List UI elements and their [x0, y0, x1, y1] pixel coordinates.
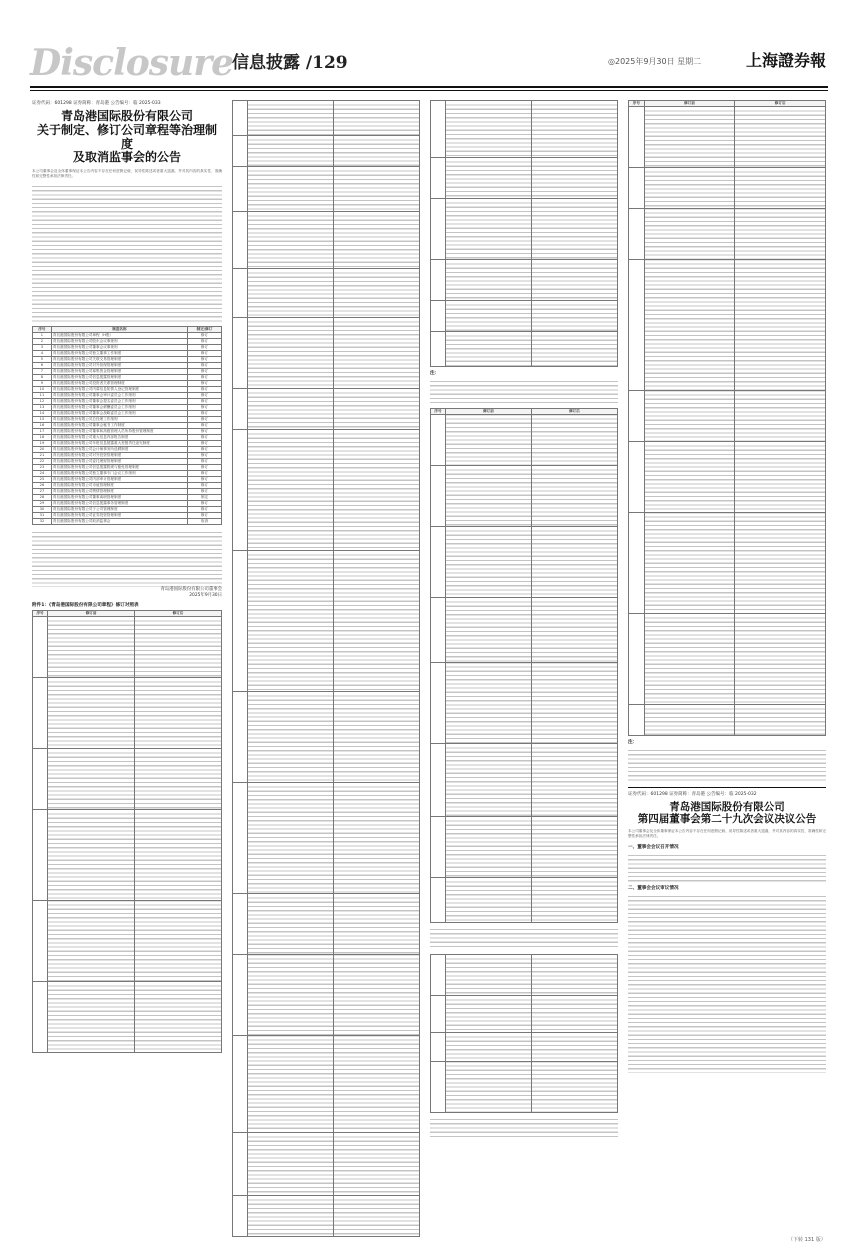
row-number: 17 [33, 429, 52, 435]
regulation-name: 青岛港国际股份有限公司董事会秘书工作制度 [51, 423, 187, 429]
regulation-name: 青岛港国际股份有限公司内部审计管理制度 [51, 477, 187, 483]
regulation-name: 青岛港国际股份有限公司委托理财管理制度 [51, 459, 187, 465]
regulation-name: 青岛港国际股份有限公司子公司管理制度 [51, 507, 187, 513]
table-row [233, 101, 420, 136]
comparison-table-continued [430, 100, 618, 367]
table-row [233, 136, 420, 167]
change-type: 修订 [187, 423, 221, 429]
comparison-table-continued [232, 100, 420, 1237]
row-number: 11 [33, 393, 52, 399]
regulation-name: 青岛港国际股份有限公司总经理工作细则 [51, 417, 187, 423]
change-type: 修订 [187, 483, 221, 489]
change-type: 修订 [187, 399, 221, 405]
row-number: 22 [33, 459, 52, 465]
table-note: 注： [430, 371, 440, 376]
table-row [33, 617, 222, 678]
change-type: 修订 [187, 429, 221, 435]
change-type: 修订 [187, 393, 221, 399]
table-header: 修订前 [445, 409, 531, 415]
table-row [431, 1062, 618, 1113]
change-type: 修订 [187, 489, 221, 495]
table-header: 序号 [33, 327, 52, 333]
regulation-name: 青岛港国际股份有限公司董事会薪酬委员会工作细则 [51, 405, 187, 411]
row-number: 27 [33, 489, 52, 495]
regulation-name: 青岛港国际股份有限公司募集资金管理制度 [51, 369, 187, 375]
title-line: 关于制定、修订公司章程等治理制度 [36, 122, 217, 151]
masthead-brand: Disclosure [30, 42, 234, 84]
table-header: 制定/修订 [187, 327, 221, 333]
regulation-name: 青岛港国际股份有限公司年报信息披露重大差错责任追究制度 [51, 441, 187, 447]
title-line: 青岛港国际股份有限公司 [60, 109, 193, 123]
table-row [431, 817, 618, 878]
row-number: 30 [33, 507, 52, 513]
table-row [431, 101, 618, 158]
table-row [233, 1036, 420, 1133]
body-text-block [628, 852, 826, 882]
body-text-block [628, 893, 826, 1073]
table-row [431, 955, 618, 996]
table-row [233, 389, 420, 430]
regulation-table [32, 326, 222, 525]
note-text [430, 378, 618, 404]
change-type: 修订 [187, 381, 221, 387]
regulation-name: 青岛港国际股份有限公司董事离职管理制度 [51, 495, 187, 501]
table-row [233, 167, 420, 212]
signature: 青岛港国际股份有限公司董事会 [160, 587, 222, 593]
table-row [233, 1133, 420, 1196]
row-number: 24 [33, 471, 52, 477]
table-row [431, 301, 618, 332]
row-number: 16 [33, 423, 52, 429]
table-header: 序号 [431, 409, 446, 415]
table-header: 修订前 [644, 101, 735, 107]
table-row [233, 894, 420, 955]
regulation-name: 青岛港国际股份有限公司证券投资管理制度 [51, 513, 187, 519]
newspaper-logo: 上海證券報 [746, 51, 827, 70]
column-3 [430, 100, 618, 1224]
change-type: 制定 [187, 495, 221, 501]
table-row [233, 430, 420, 551]
table-header: 修订后 [735, 101, 826, 107]
title-line: 青岛港国际股份有限公司 [669, 801, 785, 813]
table-row [629, 168, 826, 209]
table-row [33, 678, 222, 749]
row-number: 4 [33, 351, 52, 357]
comparison-table-3 [430, 954, 618, 1113]
annex-title: 附件1：《青岛港国际股份有限公司章程》修订对照表 [32, 603, 139, 609]
article-title [628, 801, 826, 825]
header-rule-thin [30, 90, 828, 91]
regulation-name: 青岛港国际股份有限公司信息披露暂缓与豁免管理制度 [51, 465, 187, 471]
table-row [629, 209, 826, 260]
article-divider [628, 787, 826, 788]
regulation-name: 青岛港国际股份有限公司董事会提名委员会工作细则 [51, 399, 187, 405]
row-number: 10 [33, 387, 52, 393]
row-number: 13 [33, 405, 52, 411]
row-number: 19 [33, 441, 52, 447]
table-row [431, 158, 618, 199]
body-text-block [32, 529, 222, 587]
regulation-name: 青岛港国际股份有限公司章程（H股） [51, 333, 187, 339]
regulation-name: 青岛港国际股份有限公司舆情管理制度 [51, 489, 187, 495]
table-header: 序号 [629, 101, 645, 107]
change-type: 修订 [187, 411, 221, 417]
regulation-name: 青岛港国际股份有限公司董事和高级管理人员所持股份管理制度 [51, 429, 187, 435]
regulation-name: 青岛港国际股份有限公司投资者关系管理制度 [51, 381, 187, 387]
article-intro: 本公司董事会及全体董事保证本公告内容不存在任何虚假记载、误导性陈述或者重大遗漏，并对其内容的真实性、准确性和完整性承担法律责任。 [32, 169, 222, 179]
table-row [431, 332, 618, 367]
table-row [629, 107, 826, 168]
table-row [431, 598, 618, 663]
table-row [33, 749, 222, 810]
article-meta: 证券代码：601298 证券简称：青岛港 公告编号：临 2025-032 [628, 792, 757, 797]
table-row [33, 519, 222, 525]
column-1 [32, 100, 222, 1224]
row-number: 31 [33, 513, 52, 519]
table-row [33, 810, 222, 901]
table-row [431, 996, 618, 1033]
table-row [33, 901, 222, 982]
table-row [629, 260, 826, 391]
table-header: 制度名称 [51, 327, 187, 333]
row-number: 5 [33, 357, 52, 363]
table-row [431, 466, 618, 527]
row-number: 23 [33, 465, 52, 471]
row-number: 12 [33, 399, 52, 405]
row-number: 15 [33, 417, 52, 423]
change-type: 修订 [187, 507, 221, 513]
regulation-name: 青岛港国际股份有限公司对外投资管理制度 [51, 453, 187, 459]
table-row [431, 878, 618, 923]
regulation-name: 青岛港国际股份有限公司股东会议事规则 [51, 339, 187, 345]
table-row [233, 783, 420, 894]
row-number: 26 [33, 483, 52, 489]
table-row [233, 955, 420, 1036]
row-number: 28 [33, 495, 52, 501]
section-heading: 一、董事会会议召开情况 [628, 845, 679, 851]
table-row [33, 982, 222, 1053]
table-row [629, 614, 826, 705]
table-row [431, 260, 618, 301]
table-row [233, 551, 420, 692]
regulation-name: 青岛港国际股份有限公司关联交易管理制度 [51, 357, 187, 363]
note-text [430, 926, 618, 950]
change-type: 修订 [187, 357, 221, 363]
body-text-block [32, 183, 222, 323]
regulation-name: 青岛港国际股份有限公司重大信息内部报告制度 [51, 435, 187, 441]
change-type: 修订 [187, 459, 221, 465]
regulation-name: 青岛港国际股份有限公司信息披露事务管理制度 [51, 501, 187, 507]
table-row [431, 199, 618, 260]
row-number: 18 [33, 435, 52, 441]
regulation-name: 青岛港国际股份有限公司独立董事专门会议工作细则 [51, 471, 187, 477]
table-header: 序号 [33, 611, 48, 617]
table-row [431, 1033, 618, 1062]
change-type: 修订 [187, 387, 221, 393]
change-type: 修订 [187, 405, 221, 411]
table-header: 修订前 [48, 611, 135, 617]
row-number: 7 [33, 369, 52, 375]
table-row [233, 318, 420, 389]
table-header: 修订后 [531, 409, 617, 415]
change-type: 修订 [187, 375, 221, 381]
table-row [431, 744, 618, 817]
table-header: 修订后 [135, 611, 222, 617]
table-note: 注： [628, 740, 638, 745]
regulation-name: 青岛港国际股份有限公司信息披露管理制度 [51, 375, 187, 381]
table-row [629, 442, 826, 513]
table-row [233, 1196, 420, 1237]
comparison-table-2 [430, 408, 618, 923]
change-type: 修订 [187, 363, 221, 369]
row-number: 1 [33, 333, 52, 339]
row-number: 21 [33, 453, 52, 459]
change-type: 修订 [187, 345, 221, 351]
section-title: 信息披露 /129 [232, 53, 348, 73]
row-number: 2 [33, 339, 52, 345]
table-row [233, 692, 420, 783]
regulation-name: 青岛港国际股份有限公司董事会审计委员会工作细则 [51, 393, 187, 399]
column-4 [628, 100, 826, 1224]
change-type: 取消 [187, 519, 221, 525]
table-row [629, 513, 826, 614]
table-row [431, 415, 618, 466]
row-number: 29 [33, 501, 52, 507]
change-type: 修订 [187, 513, 221, 519]
comparison-table-continued [628, 100, 826, 736]
change-type: 修订 [187, 351, 221, 357]
table-row [629, 705, 826, 736]
title-line: 第四届董事会第二十九次会议决议公告 [637, 813, 817, 826]
regulation-name: 青岛港国际股份有限公司董事会议事规则 [51, 345, 187, 351]
row-number: 8 [33, 375, 52, 381]
change-type: 修订 [187, 465, 221, 471]
row-number: 25 [33, 477, 52, 483]
regulation-name: 青岛港国际股份有限公司内幕信息知情人登记管理制度 [51, 387, 187, 393]
table-row [431, 527, 618, 598]
regulation-name: 青岛港国际股份有限公司独立董事工作制度 [51, 351, 187, 357]
header-rule [30, 86, 828, 88]
row-number: 20 [33, 447, 52, 453]
table-row [233, 269, 420, 318]
article-meta: 证券代码：601298 证券简称：青岛港 公告编号：临 2025-033 [32, 101, 161, 106]
change-type: 修订 [187, 339, 221, 345]
change-type: 修订 [187, 453, 221, 459]
row-number: 9 [33, 381, 52, 387]
change-type: 修订 [187, 477, 221, 483]
regulation-name: 青岛港国际股份有限公司对外担保管理制度 [51, 363, 187, 369]
row-number: 6 [33, 363, 52, 369]
regulation-name: 青岛港国际股份有限公司取消监事会 [51, 519, 187, 525]
comparison-table [32, 610, 222, 1053]
change-type: 修订 [187, 369, 221, 375]
issue-date: ◎2025年9月30日 星期二 [608, 57, 702, 66]
table-row [233, 212, 420, 269]
column-2 [232, 100, 420, 1224]
continued-notice: （下转 131 版） [788, 1237, 826, 1243]
row-number: 14 [33, 411, 52, 417]
note-text [430, 1116, 618, 1140]
change-type: 修订 [187, 435, 221, 441]
change-type: 修订 [187, 441, 221, 447]
table-row [629, 391, 826, 442]
regulation-name: 青岛港国际股份有限公司市值管理制度 [51, 483, 187, 489]
change-type: 修订 [187, 333, 221, 339]
note-text [628, 747, 826, 781]
change-type: 修订 [187, 447, 221, 453]
change-type: 修订 [187, 501, 221, 507]
row-number: 3 [33, 345, 52, 351]
change-type: 修订 [187, 417, 221, 423]
row-number: 32 [33, 519, 52, 525]
table-row [431, 663, 618, 744]
article-intro: 本公司董事会及全体董事保证本公告内容不存在任何虚假记载、误导性陈述或者重大遗漏，并对其内容的真实性、准确性和完整性承担法律责任。 [628, 829, 826, 839]
regulation-name: 青岛港国际股份有限公司会计师事务所选聘制度 [51, 447, 187, 453]
regulation-name: 青岛港国际股份有限公司董事会战略委员会工作细则 [51, 411, 187, 417]
article-title [32, 110, 222, 165]
sign-date: 2025年9月30日 [189, 593, 222, 599]
change-type: 修订 [187, 471, 221, 477]
section-heading: 二、董事会会议审议情况 [628, 886, 679, 892]
title-line: 及取消监事会的公告 [72, 150, 181, 165]
